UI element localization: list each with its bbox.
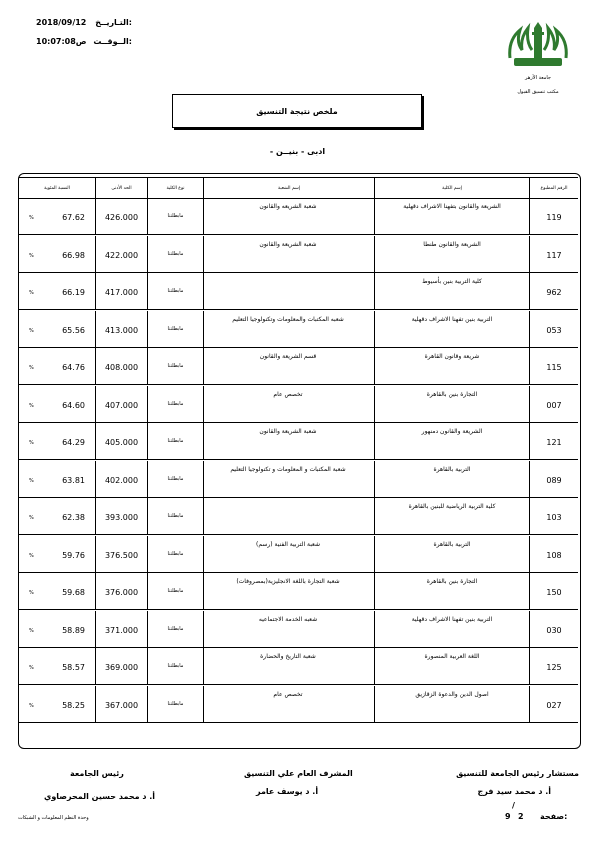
cell-branch <box>203 348 374 385</box>
code-value: 108 <box>546 550 562 560</box>
date-label: التـاريــخ: <box>95 18 132 27</box>
type-value: مابطلتنا <box>167 363 184 369</box>
office-name: مكتب تنسيق القبول <box>517 89 559 95</box>
cell-type <box>147 423 203 460</box>
cell-code <box>529 686 578 723</box>
type-value: مابطلتنا <box>167 213 184 219</box>
cell-type <box>147 498 203 535</box>
code-value: 962 <box>546 288 562 297</box>
cell-code <box>529 348 578 385</box>
cell-pct <box>19 348 95 385</box>
cell-college <box>374 348 529 385</box>
code-value: 007 <box>546 400 562 410</box>
cell-pct <box>19 236 95 273</box>
cell-min <box>95 273 147 310</box>
cell-branch <box>203 498 374 535</box>
percent-sign: % <box>29 627 34 634</box>
branch-value: شعبة الشريعة والقانون <box>259 428 317 435</box>
cell-pct <box>19 423 95 460</box>
type-value: مابطلتنا <box>167 475 184 482</box>
cell-college <box>374 386 529 423</box>
pct-value: 64.76 <box>62 363 85 372</box>
min-value: 369.000 <box>104 663 139 672</box>
type-value: مابطلتنا <box>167 250 184 257</box>
college-value: شريعة وقانون القاهرة <box>424 353 480 360</box>
table-row <box>19 236 578 273</box>
percent-sign: % <box>29 327 34 334</box>
table-row <box>19 498 578 535</box>
type-value: مابطلتنا <box>167 325 184 332</box>
pct-value: 63.81 <box>62 475 85 485</box>
cell-pct <box>19 386 95 423</box>
cell-branch <box>203 461 374 498</box>
cell-code <box>529 273 578 310</box>
college-value: الشريعة والقانون طنطا <box>423 240 481 248</box>
college-value: التربية بالقاهرة <box>433 540 471 548</box>
footer-unit: وحدة النظم المعلومات و الشبكات <box>18 815 89 821</box>
college-value: كلية التربية بنين بأسيوط <box>422 278 482 285</box>
cell-college <box>374 573 529 610</box>
cell-min <box>95 386 147 423</box>
table-row <box>19 686 578 723</box>
president-name: أ. د محمد حسين المحرصاوي <box>44 792 155 801</box>
report-subtitle: - ادبى - بنيــن <box>269 147 326 156</box>
pct-value: 65.56 <box>62 325 85 335</box>
table-row <box>19 386 578 423</box>
cell-type <box>147 386 203 423</box>
code-value: 117 <box>546 250 562 260</box>
header-type: نوع الكلية <box>147 178 203 198</box>
college-value: التجارة بنين بالقاهرة <box>426 390 478 398</box>
table-row <box>19 348 578 385</box>
cell-pct <box>19 573 95 610</box>
percent-sign: % <box>29 477 34 484</box>
percent-sign: % <box>29 590 34 596</box>
table-row <box>19 198 578 235</box>
pct-value: 59.76 <box>62 550 85 560</box>
percent-sign: % <box>29 552 34 559</box>
cell-branch <box>203 648 374 685</box>
date-value: 2018/09/12 <box>36 18 87 27</box>
cell-pct <box>19 498 95 535</box>
min-value: 422.000 <box>104 250 139 260</box>
page-current: 2 <box>518 812 524 821</box>
table-row <box>19 423 578 460</box>
cell-code <box>529 461 578 498</box>
pct-value: 62.38 <box>62 513 85 522</box>
min-value: 413.000 <box>104 325 139 335</box>
branch-value: شعبة المكتبات و المعلومات و تكنولوجيا التعليم <box>230 465 346 473</box>
pct-value: 59.68 <box>62 588 85 597</box>
pct-value: 58.89 <box>62 625 85 635</box>
report-title: ملخص نتيجة التنسيق <box>172 94 422 128</box>
cell-code <box>529 198 578 235</box>
cell-college <box>374 648 529 685</box>
table-row <box>19 536 578 573</box>
cell-min <box>95 461 147 498</box>
pct-value: 66.98 <box>62 250 85 260</box>
cell-code <box>529 648 578 685</box>
cell-college <box>374 273 529 310</box>
cell-code <box>529 573 578 610</box>
branch-value: تخصص عام <box>273 390 303 398</box>
pct-value: 67.62 <box>62 213 85 222</box>
cell-college <box>374 461 529 498</box>
cell-min <box>95 198 147 235</box>
cell-college <box>374 311 529 348</box>
cell-min <box>95 648 147 685</box>
cell-branch <box>203 611 374 648</box>
cell-min <box>95 311 147 348</box>
cell-branch <box>203 198 374 235</box>
cell-branch <box>203 273 374 310</box>
cell-min <box>95 686 147 723</box>
table-row <box>19 611 578 648</box>
header-code: الرقم المطبوع <box>529 178 578 198</box>
header-min: الحد الأدنى <box>95 178 147 198</box>
branch-value: شعبه المكتبات والمعلومات وتكنولوجيا التعليم <box>232 315 344 323</box>
branch-value: قسم الشريعة والقانون <box>259 353 317 360</box>
cell-branch <box>203 236 374 273</box>
percent-sign: % <box>29 515 34 521</box>
branch-value: شعبة الشريعة والقانون <box>259 240 317 248</box>
branch-value: شعبه الخدمة الاجتماعيه <box>258 615 318 623</box>
min-value: 417.000 <box>104 288 139 297</box>
branch-value: (شعبة التجارة باللغة الانجليزية(بمصروفات <box>236 578 340 585</box>
cell-college <box>374 236 529 273</box>
branch-value: (شعبة التربية الفنية (رسم <box>256 540 320 548</box>
cell-code <box>529 386 578 423</box>
min-value: 371.000 <box>104 625 139 635</box>
cell-type <box>147 236 203 273</box>
percent-sign: % <box>29 290 34 296</box>
advisor-title: مستشار رئيس الجامعة للتنسيق <box>456 769 579 778</box>
type-value: مابطلتنا <box>167 288 184 294</box>
branch-value: تخصص عام <box>273 690 303 698</box>
date-line <box>36 18 132 30</box>
time-line <box>36 37 132 49</box>
cell-branch <box>203 536 374 573</box>
table-row <box>19 648 578 685</box>
cell-code <box>529 311 578 348</box>
college-value: الشريعة والقانون بتفهنا الاشراف دقهلية <box>403 203 501 210</box>
college-value: التربية بنين تفهنا الاشراف دقهلية <box>411 615 493 623</box>
percent-sign: % <box>29 215 34 221</box>
code-value: 121 <box>546 438 562 447</box>
cell-min <box>95 536 147 573</box>
percent-sign: % <box>29 402 34 409</box>
cell-min <box>95 348 147 385</box>
supervisor-title: المشرف العام علي التنسيق <box>244 769 353 778</box>
percent-sign: % <box>29 252 34 259</box>
percent-sign: % <box>29 440 34 446</box>
cell-college <box>374 498 529 535</box>
code-value: 030 <box>546 625 562 635</box>
page-slash: / <box>512 801 515 810</box>
college-value: التربية بنين تفهنا الاشراف دقهلية <box>411 315 493 323</box>
cell-pct <box>19 536 95 573</box>
type-value: مابطلتنا <box>167 513 184 519</box>
code-value: 115 <box>546 363 562 372</box>
page-total: 9 <box>505 812 511 821</box>
min-value: 402.000 <box>104 475 139 485</box>
table-row <box>19 273 578 310</box>
code-value: 125 <box>546 663 562 672</box>
min-value: 376.500 <box>104 550 139 560</box>
cell-min <box>95 498 147 535</box>
cell-branch <box>203 686 374 723</box>
type-value: مابطلتنا <box>167 588 184 594</box>
cell-pct <box>19 198 95 235</box>
table-row <box>19 573 578 610</box>
cell-branch <box>203 573 374 610</box>
percent-sign: % <box>29 702 34 709</box>
cell-type <box>147 461 203 498</box>
cell-college <box>374 611 529 648</box>
advisor-name: أ. د محمد سيد فرج <box>477 787 551 796</box>
cell-type <box>147 311 203 348</box>
cell-pct <box>19 648 95 685</box>
code-value: 089 <box>546 475 562 485</box>
cell-type <box>147 198 203 235</box>
percent-sign: % <box>29 665 34 671</box>
header-branch: إسم الشعبة <box>203 178 374 198</box>
cell-branch <box>203 423 374 460</box>
cell-type <box>147 648 203 685</box>
pct-value: 64.60 <box>62 400 85 410</box>
code-value: 027 <box>546 700 562 710</box>
code-value: 150 <box>546 588 562 597</box>
university-logo <box>506 20 570 70</box>
college-value: التربية بالقاهرة <box>433 465 471 473</box>
cell-type <box>147 686 203 723</box>
college-value: اللغة العربية المنصورة <box>424 653 480 660</box>
cell-min <box>95 423 147 460</box>
min-value: 426.000 <box>104 213 139 222</box>
cell-code <box>529 498 578 535</box>
time-value: ص10:07:08 <box>36 37 87 46</box>
cell-code <box>529 236 578 273</box>
percent-sign: % <box>29 365 34 371</box>
cell-code <box>529 423 578 460</box>
cell-type <box>147 273 203 310</box>
cell-code <box>529 611 578 648</box>
college-value: كلية التربية الرياضية للبنين بالقاهرة <box>408 503 496 510</box>
cell-pct <box>19 686 95 723</box>
cell-college <box>374 423 529 460</box>
cell-type <box>147 573 203 610</box>
azhar-emblem-icon <box>506 20 570 70</box>
cell-code <box>529 536 578 573</box>
type-value: مابطلتنا <box>167 400 184 407</box>
cell-branch <box>203 386 374 423</box>
table-header-row <box>19 177 578 199</box>
table-row <box>19 461 578 498</box>
type-value: مابطلتنا <box>167 550 184 557</box>
pct-value: 66.19 <box>62 288 85 297</box>
min-value: 393.000 <box>104 513 139 522</box>
cell-type <box>147 348 203 385</box>
cell-college <box>374 536 529 573</box>
table-row <box>19 311 578 348</box>
cell-college <box>374 686 529 723</box>
min-value: 405.000 <box>104 438 139 447</box>
cell-branch <box>203 311 374 348</box>
college-value: اصول الدين والدعوة الزقازيق <box>415 690 489 698</box>
supervisor-name: أ. د يوسف عامر <box>256 787 319 796</box>
type-value: مابطلتنا <box>167 700 184 707</box>
min-value: 367.000 <box>104 700 139 710</box>
time-label: الــوقــت: <box>93 37 132 46</box>
pct-value: 58.25 <box>62 700 85 710</box>
pct-value: 58.57 <box>62 663 85 672</box>
cell-pct <box>19 311 95 348</box>
president-title: رئيس الجامعة <box>70 769 124 778</box>
type-value: مابطلتنا <box>167 438 184 444</box>
header-pct: النسبة المئوية <box>44 185 70 191</box>
cell-min <box>95 236 147 273</box>
college-value: التجارة بنين بالقاهرة <box>426 578 478 585</box>
branch-value: شعبة الشريعه والقانون <box>259 203 317 210</box>
cell-pct <box>19 273 95 310</box>
university-name: جامعة الأزهر <box>524 75 552 81</box>
code-value: 103 <box>546 513 562 522</box>
code-value: 053 <box>546 325 562 335</box>
cell-pct <box>19 461 95 498</box>
code-value: 119 <box>546 213 562 222</box>
cell-min <box>95 573 147 610</box>
cell-type <box>147 611 203 648</box>
pct-value: 64.29 <box>62 438 85 447</box>
min-value: 376.000 <box>104 588 139 597</box>
type-value: مابطلتنا <box>167 663 184 669</box>
cell-type <box>147 536 203 573</box>
page-label: صفحة: <box>540 812 568 821</box>
cell-min <box>95 611 147 648</box>
college-value: الشريعة والقانون دمنهور <box>421 428 483 435</box>
header-college: إسم الكلية <box>374 178 529 198</box>
min-value: 408.000 <box>104 363 139 372</box>
cell-college <box>374 198 529 235</box>
min-value: 407.000 <box>104 400 139 410</box>
type-value: مابطلتنا <box>167 625 184 632</box>
branch-value: شعبة التاريخ والحضارة <box>260 653 316 660</box>
cell-pct <box>19 611 95 648</box>
